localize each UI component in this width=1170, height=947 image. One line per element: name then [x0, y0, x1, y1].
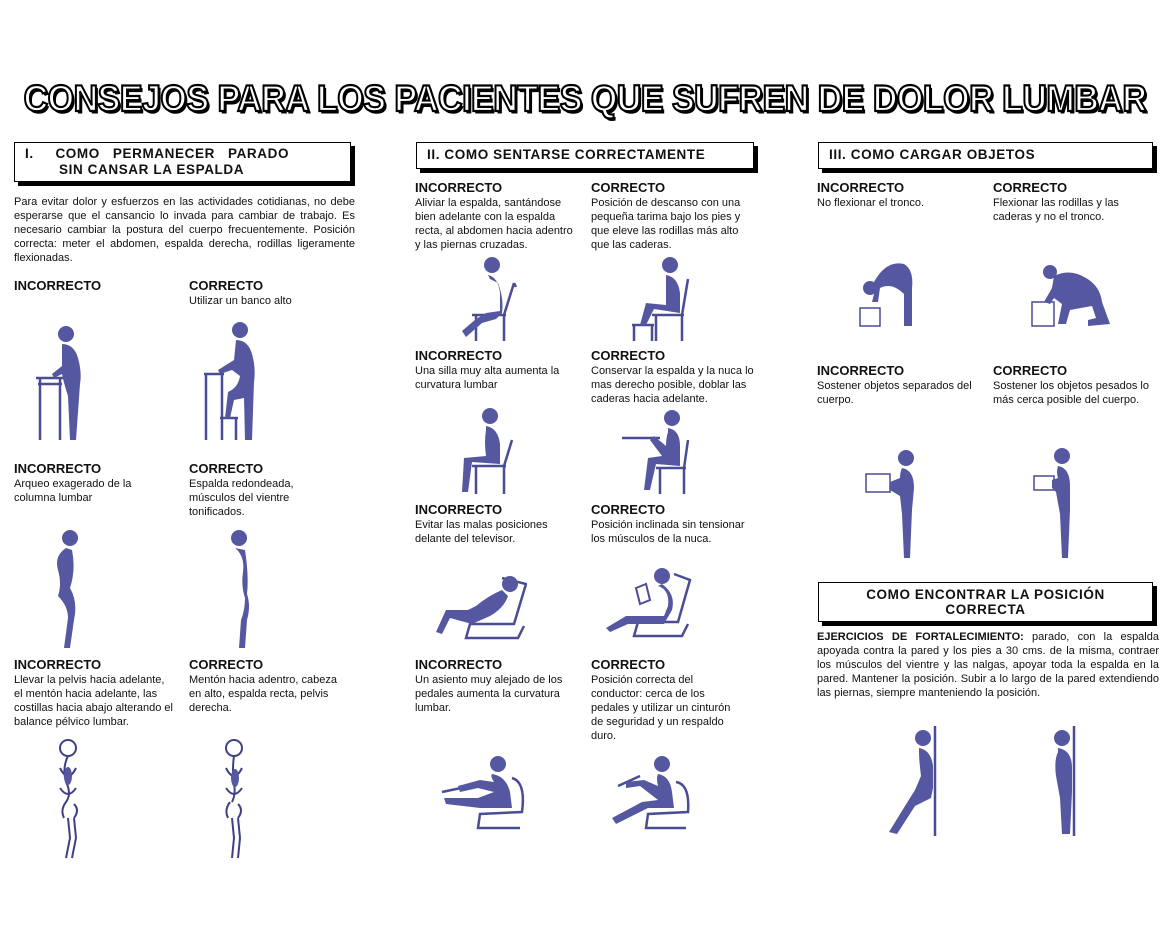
s1-label-6: CORRECTO: [189, 657, 264, 672]
s2-text-4: Conservar la espalda y la nuca lo mas derecho posible, doblar las caderas hacia adelante.: [591, 365, 754, 405]
s1-text-6: Mentón hacia adentro, cabeza en alto, espalda recta, pelvis derecha.: [189, 674, 337, 714]
figure-high-chair-incorrect: [450, 404, 520, 496]
s3-text-4: Sostener los objetos pesados lo más cerca posible del cuerpo.: [993, 380, 1149, 406]
exercise-label: EJERCICIOS DE FORTALECIMIENTO:: [817, 631, 1024, 643]
s2-label-5: INCORRECTO: [415, 502, 503, 517]
figure-driver-close-correct: [610, 752, 695, 832]
exercise-paragraph: [817, 630, 1159, 700]
s2-text-3: Una silla muy alta aumenta la curvatura lumbar: [415, 365, 560, 391]
section-1-heading-line2: SIN CANSAR LA ESPALDA: [59, 162, 245, 177]
s3-label-2: CORRECTO: [993, 180, 1068, 195]
figure-standing-at-counter-incorrect: [30, 318, 100, 446]
exercise-text: parado, con la espalda apoyada contra la pared y los pies a 30 cms. de la misma, contraer los músculos del vientre y las nalgas, apoyar toda la espalda en la pared. Mantener la posición. Subir a lo largo de la pared extendiendo las piernas, siempre manteniendo la posición.: [817, 631, 1159, 699]
section-1-heading-line1: I. COMO PERMANECER PARADO: [25, 146, 290, 161]
s2-text-5: Evitar las malas posiciones delante del televisor.: [415, 519, 548, 545]
s1-label-2: CORRECTO: [189, 278, 264, 293]
figure-driver-far-incorrect: [440, 752, 530, 832]
figure-sitting-footrest-correct: [626, 253, 701, 343]
figure-skeleton-incorrect: [50, 738, 95, 862]
figure-arched-back-incorrect: [40, 528, 90, 652]
s2-label-1: INCORRECTO: [415, 180, 503, 195]
s3-text-1: No flexionar el tronco.: [817, 197, 924, 209]
s3-text-2: Flexionar las rodillas y las caderas y no el tronco.: [993, 197, 1119, 223]
figure-bending-trunk-incorrect: [852, 254, 922, 330]
s2-label-4: CORRECTO: [591, 348, 666, 363]
figure-wall-exercise-bent: [885, 726, 940, 838]
section-4-heading-box: [818, 582, 1153, 622]
figure-desk-sitting-correct: [620, 408, 700, 496]
s2-text-8: Posición correcta del conductor: cerca de los pedales y utilizar un cinturón de seguridad y un respaldo duro.: [591, 674, 731, 742]
s1-text-2: Utilizar un banco alto: [189, 295, 292, 307]
figure-rounded-back-correct: [215, 528, 265, 652]
figure-standing-on-stool-correct: [198, 318, 268, 446]
s3-label-4: CORRECTO: [993, 363, 1068, 378]
s1-label-5: INCORRECTO: [14, 657, 102, 672]
figure-reading-recline-correct: [598, 566, 693, 641]
figure-tv-slouch-incorrect: [432, 566, 527, 641]
s3-text-3: Sostener objetos separados del cuerpo.: [817, 380, 972, 406]
s1-text-5: Llevar la pelvis hacia adelante, el mentón hacia adelante, las costillas hacia abajo alterando el balance pélvico lumbar.: [14, 674, 173, 728]
s2-text-7: Un asiento muy alejado de los pedales aumenta la curvatura lumbar.: [415, 674, 563, 714]
s1-label-1: INCORRECTO: [14, 278, 102, 293]
section-1-heading-box: [14, 142, 351, 182]
s3-label-3: INCORRECTO: [817, 363, 905, 378]
figure-holding-object-close-correct: [1030, 444, 1085, 562]
figure-holding-object-far-incorrect: [864, 444, 924, 562]
figure-skeleton-correct: [214, 738, 259, 862]
s2-label-6: CORRECTO: [591, 502, 666, 517]
figure-wall-exercise-straight: [1040, 726, 1085, 838]
s2-label-2: CORRECTO: [591, 180, 666, 195]
s1-label-3: INCORRECTO: [14, 461, 102, 476]
s2-label-3: INCORRECTO: [415, 348, 503, 363]
s1-text-4: Espalda redondeada, músculos del vientre tonificados.: [189, 478, 294, 518]
s1-text-3: Arqueo exagerado de la columna lumbar: [14, 478, 132, 504]
s2-text-1: Aliviar la espalda, santándose bien adelante con la espalda recta, al abdomen hacia adentro y las piernas cruzadas.: [415, 197, 573, 251]
section-3-heading: III. COMO CARGAR OBJETOS: [829, 147, 1036, 162]
section-4-heading-line2: CORRECTA: [945, 602, 1026, 617]
s2-text-6: Posición inclinada sin tensionar los músculos de la nuca.: [591, 519, 745, 545]
section-1-intro: Para evitar dolor y esfuerzos en las actividades cotidianas, no debe esperarse que el cansancio lo invada para cambiar de trabajo. Es necesario cambiar la postura del cuerpo frecuentemente. Posición correcta: meter el abdomen, espalda derecha, rodillas ligeramente flexionadas.: [14, 196, 355, 264]
section-2-heading-box: [416, 142, 754, 169]
section-4-heading-line1: COMO ENCONTRAR LA POSICIÓN: [866, 587, 1105, 602]
section-3-heading-box: [818, 142, 1153, 169]
s3-label-1: INCORRECTO: [817, 180, 905, 195]
s2-text-2: Posición de descanso con una pequeña tarima bajo los pies y que eleve las rodillas más alto que las caderas.: [591, 197, 741, 251]
s1-label-4: CORRECTO: [189, 461, 264, 476]
section-2-heading: II. COMO SENTARSE CORRECTAMENTE: [427, 147, 706, 162]
figure-sitting-crossed-legs-incorrect: [446, 253, 526, 343]
s2-label-8: CORRECTO: [591, 657, 666, 672]
s2-label-7: INCORRECTO: [415, 657, 503, 672]
page-title: CONSEJOS PARA LOS PACIENTES QUE SUFREN DE DOLOR LUMBAR: [23, 78, 1147, 120]
figure-squat-lift-correct: [1030, 258, 1115, 330]
